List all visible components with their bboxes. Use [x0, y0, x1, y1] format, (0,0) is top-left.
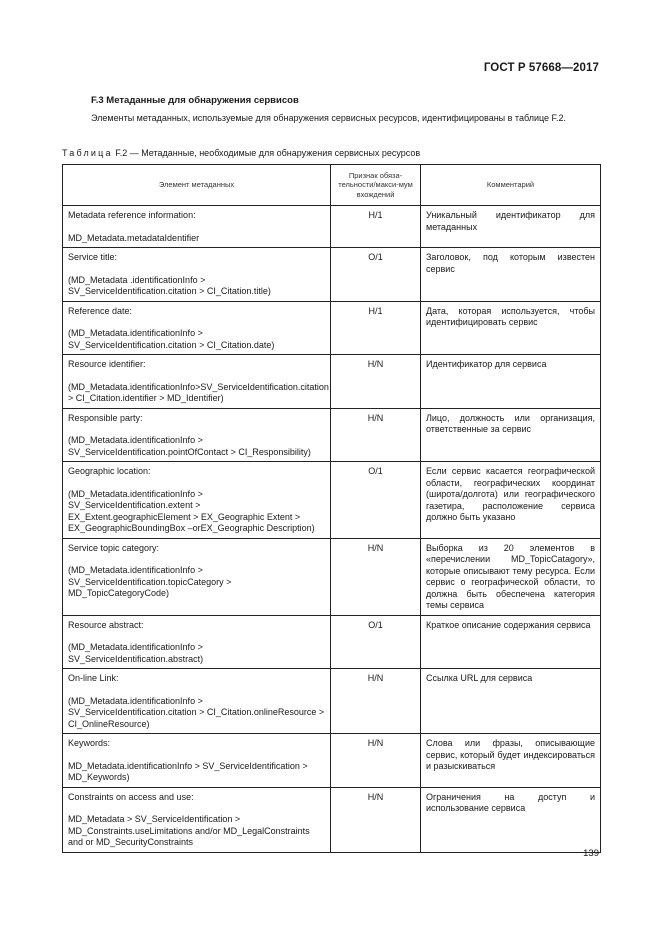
flag-cell: Н/N	[331, 787, 421, 852]
comment-cell: Выборка из 20 элементов в «перечислении MD_TopicCatagory», которые описывают тему ресурса. Если сервис о географической области, то должна быть обеспечена категория темы сервиса	[421, 538, 601, 615]
flag-cell: Н/1	[331, 206, 421, 248]
element-cell	[63, 408, 331, 462]
comment-cell: Идентификатор для сервиса	[421, 355, 601, 409]
table-row	[63, 248, 601, 302]
element-label: Service title:	[68, 252, 118, 262]
flag-cell: О/1	[331, 462, 421, 539]
comment-cell: Дата, которая используется, чтобы идентифицировать сервис	[421, 301, 601, 355]
intro-paragraph: Элементы метаданных, используемые для обнаружения сервисных ресурсов, идентифицированы в таблице F.2.	[91, 113, 567, 123]
element-label: On-line Link:	[68, 673, 119, 683]
table-row	[63, 206, 601, 248]
table-caption-prefix: Таблица	[62, 148, 113, 158]
element-cell	[63, 669, 331, 734]
element-label: Responsible party:	[68, 412, 143, 423]
table-row	[63, 538, 601, 615]
element-path: MD_Metadata.identificationInfo > SV_ServiceIdentification > MD_Keywords)	[68, 760, 308, 782]
comment-cell: Ограничения на доступ и использование сервиса	[421, 787, 601, 852]
flag-cell: О/1	[331, 615, 421, 669]
table-body	[63, 206, 601, 853]
section-title: F.3 Метаданные для обнаружения сервисов	[91, 95, 299, 106]
comment-cell: Краткое описание содержания сервиса	[421, 615, 601, 669]
element-path: (MD_Metadata.identificationInfo > SV_ServiceIdentification.pointOfContact > CI_Responsibility)	[68, 435, 311, 457]
table-row	[63, 787, 601, 852]
element-label: Resource identifier:	[68, 359, 146, 369]
element-path: (MD_Metadata .identificationInfo > SV_ServiceIdentification.citation > CI_Citation.title)	[68, 274, 271, 296]
flag-cell: Н/N	[331, 408, 421, 462]
element-path: (MD_Metadata.identificationInfo>SV_ServiceIdentification.citation > CI_Citation.identifier > MD_Identifier)	[68, 381, 329, 403]
element-path: MD_Metadata > SV_ServiceIdentification > MD_Constraints.useLimitations and/or MD_LegalConstraints and or MD_SecurityConstraints	[68, 814, 310, 847]
element-path: (MD_Metadata.identificationInfo > SV_ServiceIdentification.abstract)	[68, 642, 204, 664]
header-flag: Признак обяза-тельности/макси-мум вхождений	[331, 165, 421, 206]
table-row	[63, 734, 601, 788]
element-label: Service topic category:	[68, 542, 160, 553]
element-cell	[63, 734, 331, 788]
flag-cell: Н/N	[331, 538, 421, 615]
flag-cell: О/1	[331, 248, 421, 302]
element-path: (MD_Metadata.identificationInfo > SV_ServiceIdentification.citation > CI_Citation.onlineResource > CI_OnlineResource)	[68, 695, 325, 729]
element-label: Keywords:	[68, 738, 111, 748]
element-cell	[63, 538, 331, 615]
element-label: Reference date:	[68, 305, 133, 316]
flag-cell: Н/1	[331, 301, 421, 355]
comment-cell: Лицо, должность или организация, ответственные за сервис	[421, 408, 601, 462]
element-label: Resource abstract:	[68, 619, 144, 630]
comment-cell: Заголовок, под которым известен сервис	[421, 248, 601, 302]
flag-cell: Н/N	[331, 355, 421, 409]
comment-cell: Уникальный идентификатор для метаданных	[421, 206, 601, 248]
table-row	[63, 669, 601, 734]
table-row	[63, 408, 601, 462]
header-element: Элемент метаданных	[63, 165, 331, 206]
element-label: Geographic location:	[68, 466, 151, 476]
element-path: (MD_Metadata.identificationInfo > SV_ServiceIdentification.topicCategory > MD_TopicCategoryCode)	[68, 565, 232, 598]
table-header-row	[63, 165, 601, 206]
table-row	[63, 355, 601, 409]
element-path: MD_Metadata.metadataIdentifier	[68, 232, 200, 243]
element-cell	[63, 206, 331, 248]
element-label: Constraints on access and use:	[68, 791, 194, 802]
comment-cell: Если сервис касается географической области, географических координат (широта/долгота) или географического газетира, расположение сервиса должно быть указано	[421, 462, 601, 539]
table-row	[63, 301, 601, 355]
element-cell	[63, 462, 331, 539]
flag-cell: Н/N	[331, 734, 421, 788]
element-cell	[63, 615, 331, 669]
element-cell	[63, 355, 331, 409]
element-label: Metadata reference information:	[68, 210, 196, 220]
element-path: (MD_Metadata.identificationInfo > SV_ServiceIdentification.extent > EX_Extent.geographicElement > EX_Geographic Extent > EX_GeographicBoundingBox –orEX_Geographic Description)	[68, 488, 315, 533]
element-cell	[63, 248, 331, 302]
element-cell	[63, 787, 331, 852]
table-caption	[62, 148, 420, 158]
page-number: 139	[583, 848, 599, 859]
flag-cell: Н/N	[331, 669, 421, 734]
standard-code: ГОСТ Р 57668—2017	[483, 62, 599, 74]
comment-cell: Ссылка URL для сервиса	[421, 669, 601, 734]
table-row	[63, 462, 601, 539]
table-row	[63, 615, 601, 669]
comment-cell: Слова или фразы, описывающие сервис, который будет индексироваться и разыскиваться	[421, 734, 601, 788]
table-caption-text: F.2 — Метаданные, необходимые для обнаружения сервисных ресурсов	[112, 148, 421, 158]
element-path: (MD_Metadata.identificationInfo > SV_ServiceIdentification.citation > CI_Citation.date)	[68, 328, 275, 350]
element-cell	[63, 301, 331, 355]
header-comment: Комментарий	[421, 165, 601, 206]
metadata-table	[62, 164, 601, 853]
